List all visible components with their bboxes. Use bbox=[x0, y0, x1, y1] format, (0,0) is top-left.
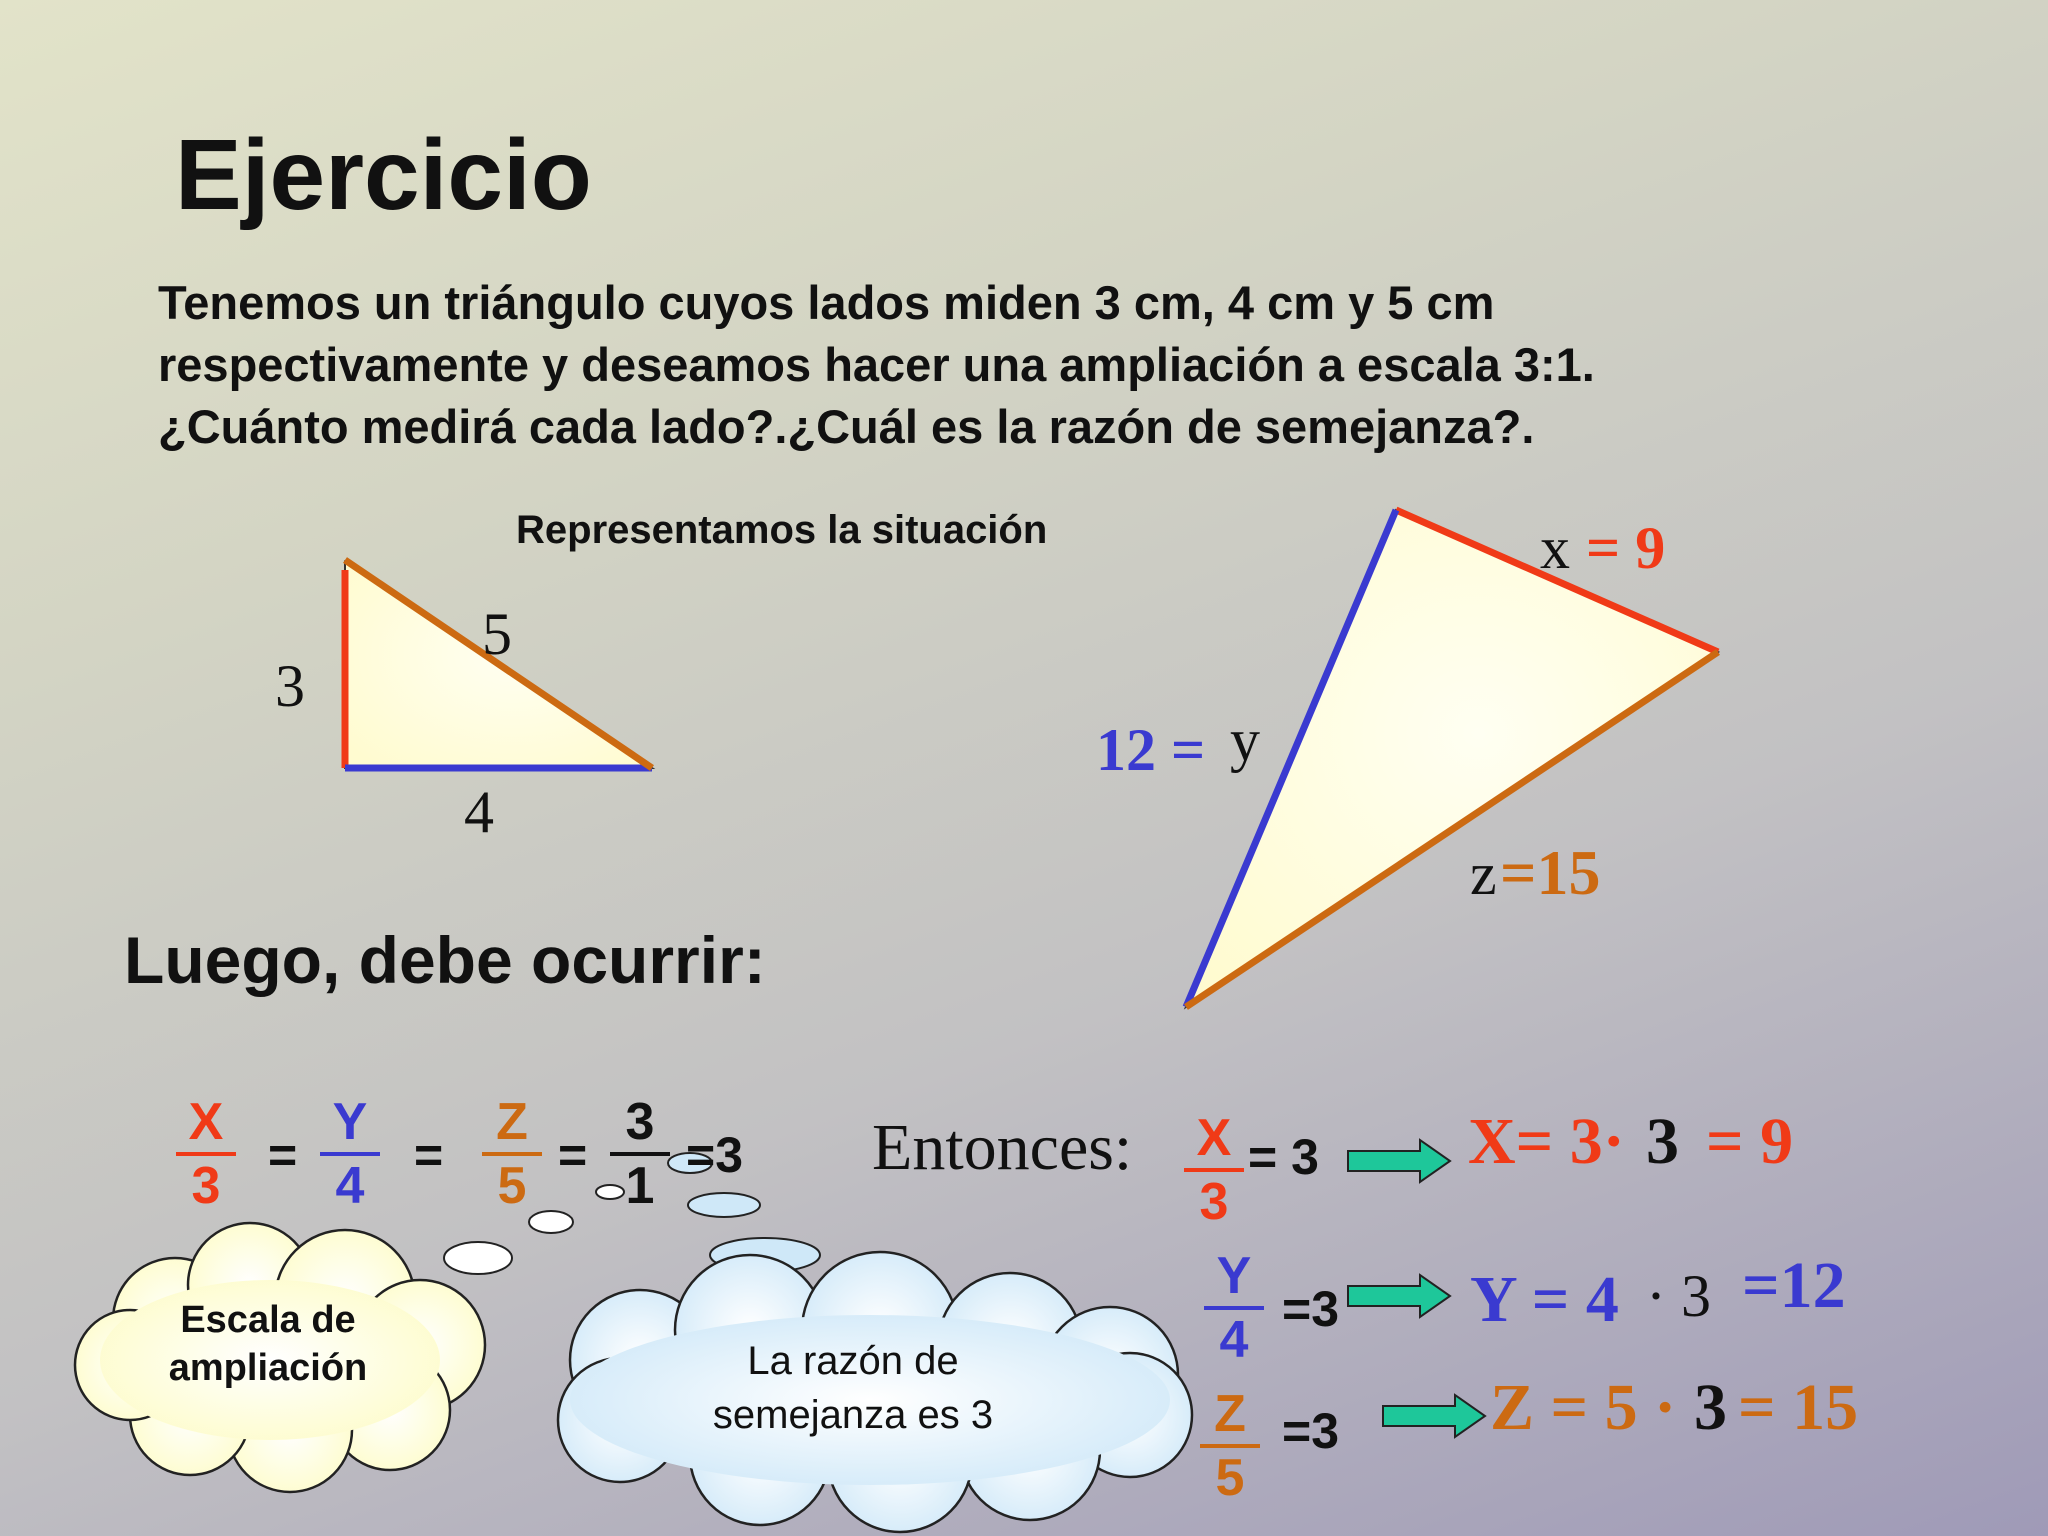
side-x-label: x bbox=[1540, 515, 1570, 581]
arrows bbox=[1348, 1140, 1485, 1437]
side-y-value: 12 = bbox=[1096, 717, 1206, 783]
statement-line: Tenemos un triángulo cuyos lados miden 3 cm, 4 cm y 5 cm bbox=[158, 276, 1495, 329]
section-heading: Luego, debe ocurrir: bbox=[124, 923, 766, 997]
statement-line: respectivamente y deseamos hacer una ampliación a escala 3:1. bbox=[158, 338, 1595, 391]
solution-equation: = 3 bbox=[1248, 1129, 1319, 1185]
thought-dot bbox=[688, 1193, 760, 1217]
solution-factor: · 3 bbox=[1646, 1263, 1711, 1329]
side-4-label: 4 bbox=[464, 779, 494, 845]
fraction-numerator: 3 bbox=[610, 1096, 670, 1156]
fraction-3-over-1 bbox=[610, 1093, 670, 1215]
solution-result: = 15 bbox=[1738, 1371, 1859, 1444]
fraction-denominator: 3 bbox=[1199, 1173, 1229, 1231]
cloud-line: ampliación bbox=[168, 1347, 368, 1389]
fraction-numerator: Z bbox=[1200, 1388, 1260, 1448]
big-triangle-fill bbox=[1186, 510, 1718, 1007]
fraction-y-over-4 bbox=[320, 1093, 380, 1215]
thought-dot bbox=[529, 1211, 573, 1233]
fraction-denominator: 4 bbox=[335, 1157, 365, 1215]
fraction-x-over-3 bbox=[176, 1093, 236, 1215]
arrow-right-icon bbox=[1348, 1140, 1450, 1182]
cloud-line: Escala de bbox=[180, 1299, 356, 1341]
entonces-label: Entonces: bbox=[872, 1111, 1133, 1184]
equals-sign: = bbox=[268, 1127, 298, 1183]
fraction-numerator: X bbox=[176, 1096, 236, 1156]
fraction-numerator: X bbox=[1184, 1112, 1244, 1172]
fraction-y-over-4 bbox=[1204, 1247, 1264, 1369]
arrow-right-icon bbox=[1348, 1275, 1450, 1317]
side-z-label: z bbox=[1470, 841, 1497, 907]
equals-sign: = bbox=[558, 1127, 588, 1183]
cloud-line: semejanza es 3 bbox=[712, 1393, 994, 1437]
solution-equation: =3 bbox=[1282, 1403, 1340, 1459]
fraction-denominator: 4 bbox=[1219, 1311, 1249, 1369]
solution-equation: =3 bbox=[1282, 1281, 1340, 1337]
represent-label: Representamos la situación bbox=[516, 508, 1048, 552]
side-3-label: 3 bbox=[275, 653, 305, 719]
fraction-denominator: 5 bbox=[1215, 1449, 1245, 1507]
thought-dot bbox=[444, 1242, 512, 1274]
solution-result: = 9 bbox=[1706, 1105, 1794, 1178]
solution-formula: X= 3· bbox=[1468, 1105, 1625, 1178]
side-x-value: = 9 bbox=[1586, 515, 1666, 581]
fraction-numerator: Y bbox=[320, 1096, 380, 1156]
solution-factor: 3 bbox=[1646, 1105, 1679, 1178]
side-y-label: y bbox=[1230, 707, 1260, 773]
equals-sign: = bbox=[414, 1127, 444, 1183]
fraction-numerator: Y bbox=[1204, 1250, 1264, 1310]
fraction-z-over-5 bbox=[482, 1093, 542, 1215]
solution-result: =12 bbox=[1742, 1249, 1846, 1322]
arrow-right-icon bbox=[1383, 1395, 1485, 1437]
fraction-denominator: 3 bbox=[191, 1157, 221, 1215]
statement-line: ¿Cuánto medirá cada lado?.¿Cuál es la razón de semejanza?. bbox=[158, 400, 1535, 453]
fraction-denominator: 5 bbox=[497, 1157, 527, 1215]
big-triangle bbox=[1186, 510, 1718, 1007]
solution-formula: Y = 4 bbox=[1470, 1263, 1619, 1336]
cloud-razon-text bbox=[680, 1334, 1026, 1442]
fraction-denominator: 1 bbox=[625, 1157, 655, 1215]
side-z-value: =15 bbox=[1500, 837, 1601, 908]
side-5-label: 5 bbox=[482, 601, 512, 667]
solution-formula: Z = 5 · bbox=[1490, 1371, 1677, 1444]
cloud-line: La razón de bbox=[747, 1339, 959, 1383]
fraction-z-over-5 bbox=[1200, 1385, 1260, 1507]
fraction-numerator: Z bbox=[482, 1096, 542, 1156]
fraction-x-over-3 bbox=[1184, 1109, 1244, 1231]
cloud-escala-text bbox=[150, 1296, 386, 1392]
ratio-result: =3 bbox=[686, 1127, 744, 1183]
page-title: Ejercicio bbox=[175, 119, 592, 231]
solution-factor: 3 bbox=[1694, 1371, 1727, 1444]
